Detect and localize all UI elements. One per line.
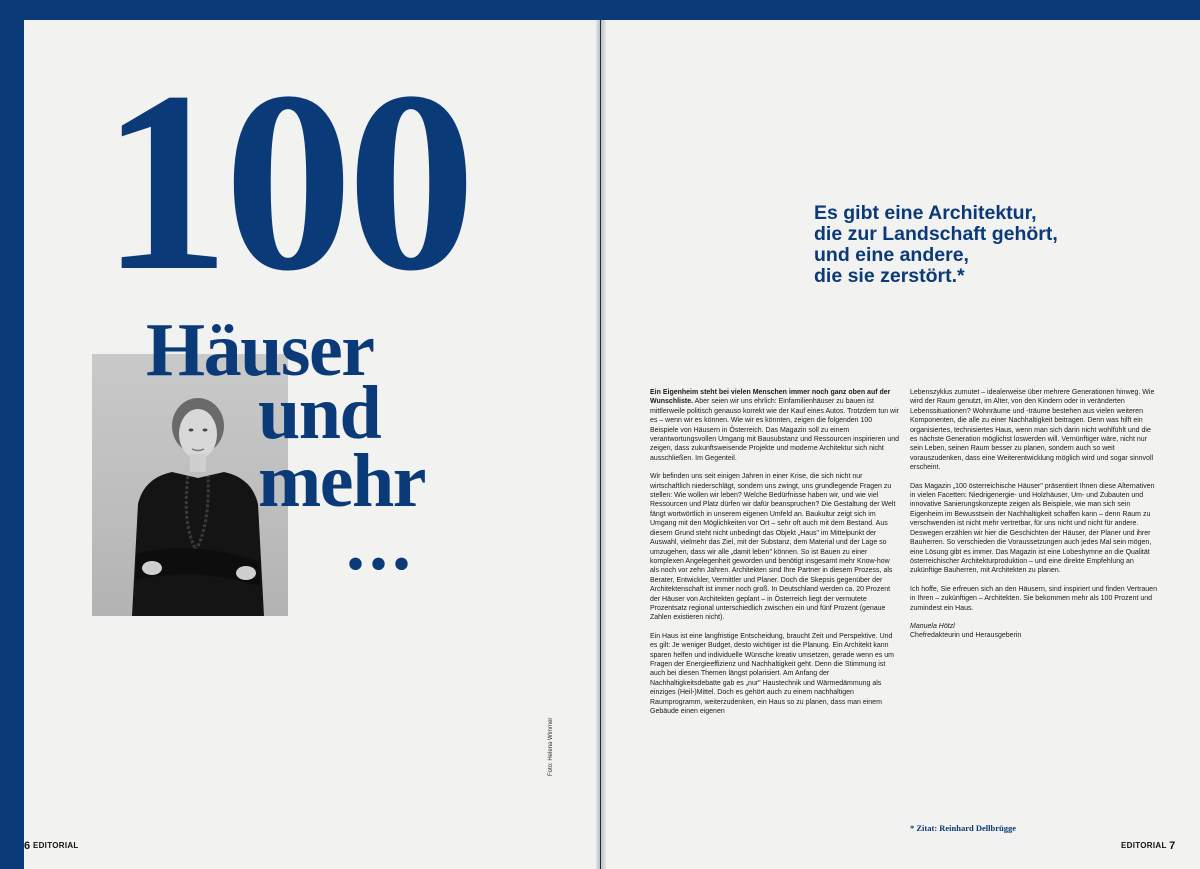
title-line-mehr: mehr [258,439,426,523]
pull-quote [814,203,1174,287]
body-paragraph: Lebenszyklus zumutet – idealerweise über mehrere Generationen hinweg. Wie wird der Raum genutzt, im Alter, von den Kindern oder in veränderten Lebenssituationen? Wohnräume und -träume bestehen aus vielen weiteren Komponenten, die alle zu einer Nachhaltigkeit beitragen. Denn was hilft ein organisiertes, technisiertes Haus, wenn man sich darin nicht wohlfühlt und die es nächste Generation möglichst loswerden will. Vernünftiger wäre, nicht nur sein Leben, seinen Raum besser zu planen, sondern auch so weit vorauszudenken, dass eine Weiterentwicklung möglich wird und sogar sinnvoll erscheint. [910,389,1155,472]
quote-line: und eine andere, [814,244,969,267]
author-name: Manuela Hötzl [910,622,955,630]
body-paragraph: Ich hoffe, Sie erfreuen sich an den Häusern, sind inspiriert und finden Vertrauen in Ihren – zukünftigen – Architekten. Sie bekommen mehr als 100 Prozent und zumindest ein Haus. [910,585,1157,612]
big-number-headline: 100 [101,38,470,324]
folio-right [1121,840,1175,852]
folio-left [24,840,79,852]
title-line-ellipsis: ... [346,502,415,586]
lead-in: Ein Eigenheim steht bei vielen Menschen immer noch ganz oben auf der Wunschliste. [650,389,891,406]
body-paragraph: Ein Haus ist eine langfristige Entscheidung, braucht Zeit und Perspektive. Und es gilt: Je weniger Budget, desto wichtiger ist die Planung. Ein Architekt kann sparen helfen und individuelle Wünsche kreativ umsetzen, gerade wenn es um Fragen der Energieeffizienz und Nachhaltigkeit geht. Denn die Stimmung ist auch bei diesen Themen längst polarisiert. Am Anfang der Nachhaltigkeitsdebatte gab es „nur" Haustechnik und Wärmedämmung als einziges (Heil-)Mittel. Doch es gehört auch zu einem nachhaltigen Raumprogramm, weiterzudenken, ein Haus so zu planen, dass man einem Gebäude einen eigenen [650,632,894,715]
page-number-left: 6 [24,840,31,852]
quote-line: die sie zerstört.* [814,265,965,288]
quote-attribution: * Zitat: Reinhard Dellbrügge [910,823,1017,833]
author-role: Chefredakteurin und Herausgeberin [910,632,1022,640]
section-label-left: EDITORIAL [32,841,79,850]
text-column-1 [650,388,900,725]
quote-line: die zur Landschaft gehört, [814,223,1058,246]
paragraph-text: Aber seien wir uns ehrlich: Einfamilienhäuser zu bauen ist mittlerweile politisch genauso korrekt wie der Kauf eines Autos. Trotzdem tun wir es – wenn wir es können. Wie wir es könnten, zeigen die folgenden 100 Beispiele von Häusern in Österreich. Das Magazin soll zu einem verantwortungsvollen Umgang mit Bausubstanz und Ressourcen inspirieren und zeigen, dass zukunftsweisende Projekte und moderne Architektur sich nicht ausschließen. Im Gegenteil. [650,398,900,462]
body-paragraph [650,388,900,463]
body-paragraph: Wir befinden uns seit einigen Jahren in einer Krise, die sich nicht nur wirtschaftlich niederschlägt, sondern uns zwingt, uns grundlegende Fragen zu stellen: Wie wollen wir leben? Welche Bedürfnisse haben wir, und wie viel Ressourcen und Platz dürfen wir dafür beanspruchen? Die Gestaltung der Welt fängt wortwörtlich in unserem eigenen Umfeld an. Baukultur zeigt sich im Umgang mit den Möglichkeiten vor Ort – sehr oft auch mit dem Bestand. Aus diesem Grund steht nicht unbedingt das Objekt „Haus" im Mittelpunkt der Auswahl, vielmehr das Ziel, mit der Substanz, dem Material und der Lage so umzugehen, dass wir alle „damit leben" können. So ist Bauen zu einer komplexen Angelegenheit geworden und benötigt insgesamt mehr Know-how als noch vor zehn Jahren. Architekten sind Ihre Partner in diesem Prozess, als Berater, Entwickler, Vermittler und Planer. Doch die Skepsis gegenüber der Architektenschaft ist immer noch groß. In Deutschland werden ca. 20 Prozent der Häuser von Architekten geplant – in Österreich liegt der vermutete Prozentsatz regional unterschiedlich zwischen ein und fünf Prozent (genaue Zahlen existieren nicht). [650,473,896,622]
section-label-right: EDITORIAL [1121,841,1167,850]
title-line-haeuser: Häuser [146,308,374,392]
body-paragraph: Das Magazin „100 österreichische Häuser" präsentiert Ihnen diese Alternativen in vielen Facetten: Niedrigenergie- und Holzhäuser, Um- und Zubauten und innovative Sanierungskonzepte zeigen als Beispiele, wie man sich sein Eigenheim im Bewusstsein der Nachhaltigkeit schaffen kann – denn Raum zu verschwenden ist nicht mehr vertretbar, für uns nicht und nicht für andere. Deswegen erzählen wir hier die Geschichten der Häuser, der Planer und ihrer Bauherren. So verschieden die Voraussetzungen auch jedes Mal sein mögen, eine Lösung gibt es immer. Das Magazin ist eine Lobeshymne an die Qualität österreichischer Architekturproduktion – und eine direkte Empfehlung an zukünftige Bauherren, mit Architekten zu planen. [910,482,1155,575]
quote-line: Es gibt eine Architektur, [814,202,1037,224]
spread-gutter [596,20,606,869]
page-number-right: 7 [1169,840,1176,852]
text-column-2 [910,388,1160,641]
photo-credit: Foto: Helena Wimmer [548,717,554,776]
title-line-und: und [258,371,381,455]
